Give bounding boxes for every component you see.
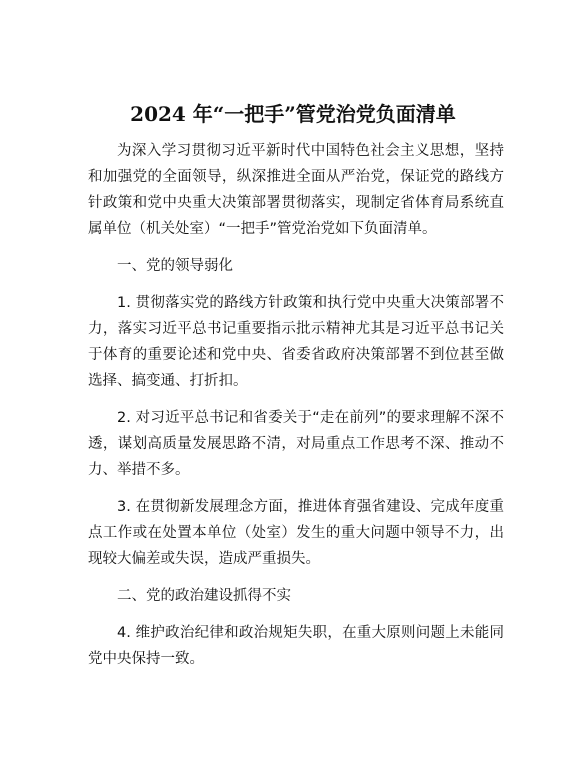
- list-item: 3. 在贯彻新发展理念方面，推进体育强省建设、完成年度重点工作或在处置本单位（处室）发生的重大问题中领导不力，出现较大偏差或失误，造成严重损失。: [88, 499, 504, 567]
- list-item: 2. 对习近平总书记和省委关于“走在前列”的要求理解不深不透，谋划高质量发展思路不清，对局重点工作思考不深、推动不力、举措不多。: [88, 410, 504, 478]
- section-heading: 二、党的政治建设抓得不实: [117, 588, 291, 604]
- section-heading: 一、党的领导弱化: [117, 258, 233, 274]
- list-item: 1. 贯彻落实党的路线方针政策和执行党中央重大决策部署不力，落实习近平总书记重要指示批示精神尤其是习近平总书记关于体育的重要论述和党中央、省委省政府决策部署不到位甚至做选择、搞变通、打折扣。: [88, 295, 504, 389]
- list-item: 4. 维护政治纪律和政治规矩失职，在重大原则问题上未能同党中央保持一致。: [88, 625, 504, 667]
- document-title: 2024 年“一把手”管党治党负面清单: [130, 102, 456, 126]
- intro-paragraph: 为深入学习贯彻习近平新时代中国特色社会主义思想，坚持和加强党的全面领导，纵深推进全面从严治党，保证党的路线方针政策和党中央重大决策部署贯彻落实，现制定省体育局系统直属单位（机关处室）“一把手”管党治党如下负面清单。: [88, 143, 504, 237]
- document-body: [88, 138, 504, 683]
